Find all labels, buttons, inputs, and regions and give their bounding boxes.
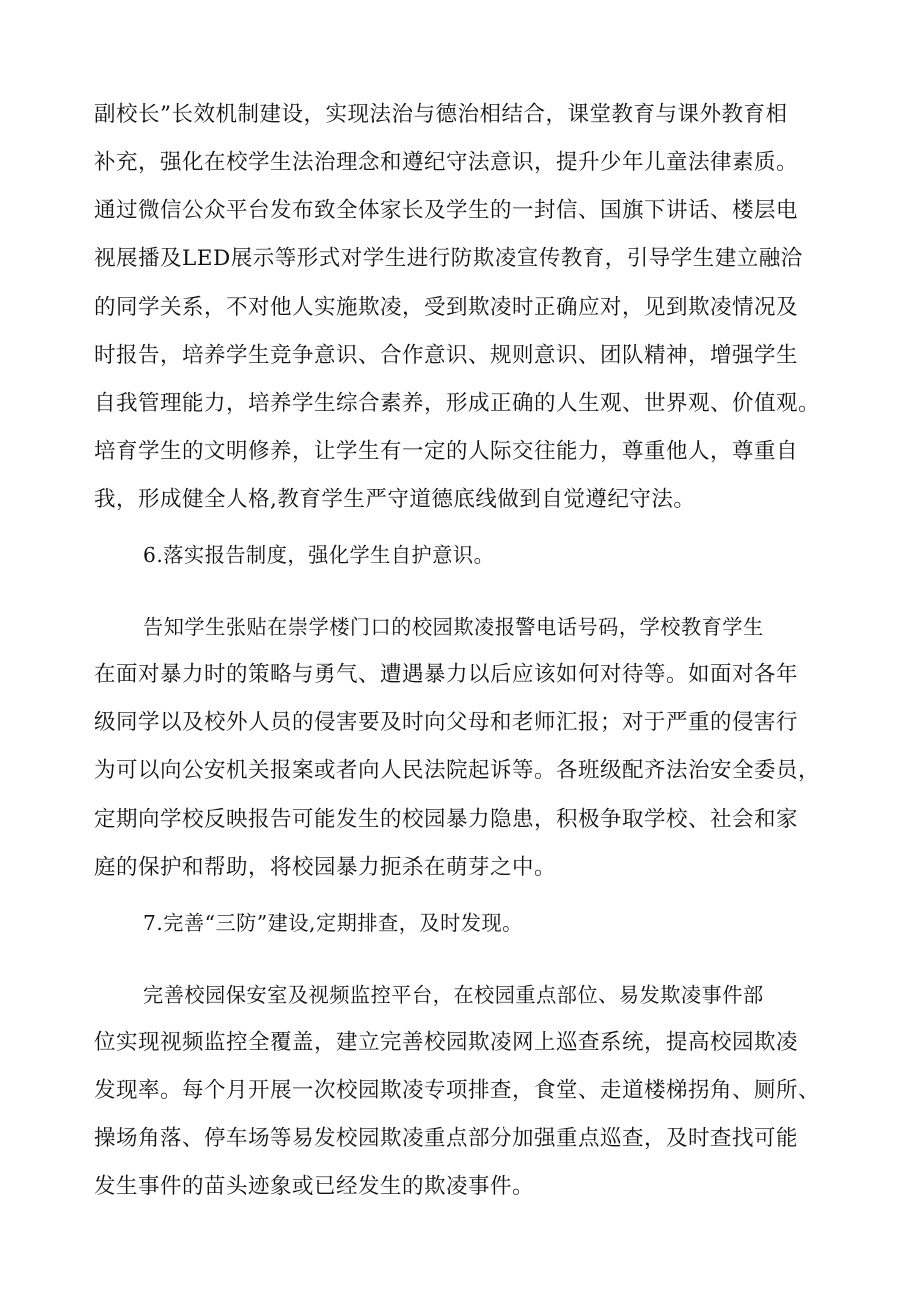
text-line: 级同学以及校外人员的侵害要及时向父母和老师汇报；对于严重的侵害行: [94, 710, 799, 735]
heading-line: 7.完善“三防”建设,定期排查，及时发现。: [143, 911, 523, 935]
text-line: 告知学生张贴在崇学楼门口的校园欺凌报警电话号码，学校教育学生: [143, 615, 764, 639]
text-line: 我，形成健全人格,教育学生严守道德底线做到自觉遵纪守法。: [94, 487, 696, 512]
text-line: 的同学关系，不对他人实施欺凌，受到欺凌时正确应对，见到欺凌情况及: [94, 295, 799, 320]
text-line: 发现率。每个月开展一次校园欺凌专项排查，食堂、走道楼梯拐角、厕所、: [94, 1078, 821, 1103]
text-line: 通过微信公众平台发布致全体家长及学生的一封信、国旗下讲话、楼层电: [94, 198, 799, 223]
text-line: 自我管理能力，培养学生综合素养，形成正确的人生观、世界观、价值观。: [94, 391, 821, 416]
text-line: 为可以向公安机关报案或者向人民法院起诉等。各班级配齐法治安全委员，: [94, 758, 821, 783]
text-line: 操场角落、停车场等易发校园欺凌重点部分加强重点巡查，及时查找可能: [94, 1126, 799, 1151]
text-line: 完善校园保安室及视频监控平台，在校园重点部位、易发欺凌事件部: [143, 983, 764, 1007]
text-line: 发生事件的苗头迹象或已经发生的欺凌事件。: [94, 1174, 535, 1199]
text-line: 位实现视频监控全覆盖，建立完善校园欺凌网上巡查系统，提高校园欺凌: [94, 1030, 799, 1055]
text-line: 庭的保护和帮助，将校园暴力扼杀在萌芽之中。: [94, 855, 557, 880]
text-line: 培育学生的文明修养，让学生有一定的人际交往能力，尊重他人，尊重自: [94, 439, 799, 464]
text-line: 时报告，培养学生竞争意识、合作意识、规则意识、团队精神，增强学生: [94, 343, 799, 368]
text-line: 副校长”长效机制建设，实现法治与德治相结合，课堂教育与课外教育相: [94, 102, 788, 127]
heading-line: 6.落实报告制度，强化学生自护意识。: [143, 543, 495, 567]
text-line: 定期向学校反映报告可能发生的校园暴力隐患，积极争取学校、社会和家: [94, 807, 799, 832]
text-line: 补充，强化在校学生法治理念和遵纪守法意识，提升少年儿童法律素质。: [94, 150, 799, 175]
text-line: 视展播及LED展示等形式对学生进行防欺凌宣传教育，引导学生建立融洽: [94, 246, 803, 271]
text-line: 在面对暴力时的策略与勇气、遭遇暴力以后应该如何对待等。如面对各年: [94, 662, 799, 687]
